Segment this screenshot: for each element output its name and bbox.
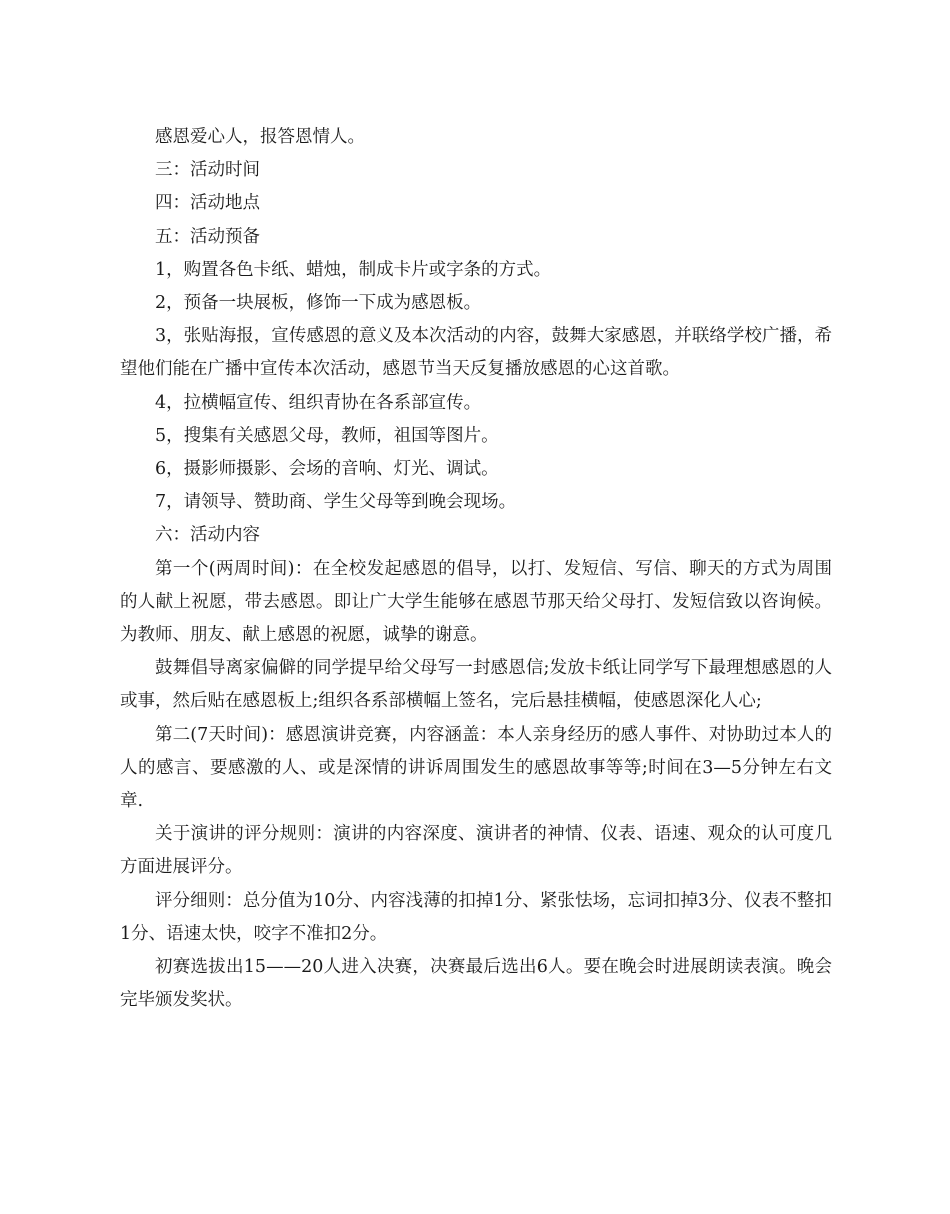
paragraph-17: 评分细则：总分值为10分、内容浅薄的扣掉1分、紧张怯场，忘词扣掉3分、仪表不整扣1分、语速太快，咬字不准扣2分。 <box>120 890 832 944</box>
paragraph-5: 1，购置各色卡纸、蜡烛，制成卡片或字条的方式。 <box>155 259 552 280</box>
paragraph-11: 7，请领导、赞助商、学生父母等到晚会现场。 <box>155 492 517 513</box>
paragraph-6: 2，预备一块展板，修饰一下成为感恩板。 <box>155 293 482 314</box>
paragraph-2: 三：活动时间 <box>155 160 260 181</box>
paragraph-10: 6，摄影师摄影、会场的音响、灯光、调试。 <box>155 459 499 480</box>
paragraph-9: 5，搜集有关感恩父母，教师，祖国等图片。 <box>155 425 499 446</box>
paragraph-15: 第二(7天时间)：感恩演讲竞赛，内容涵盖：本人亲身经历的感人事件、对协助过本人的人的感言、要感激的人、或是深情的讲诉周围发生的感恩故事等等;时间在3—5分钟左右文章. <box>120 724 832 812</box>
paragraph-1: 感恩爱心人，报答恩情人。 <box>155 127 365 147</box>
paragraph-3: 四：活动地点 <box>155 193 260 214</box>
paragraph-8: 4，拉横幅宣传、组织青协在各系部宣传。 <box>155 392 482 413</box>
paragraph-4: 五：活动预备 <box>155 226 260 247</box>
paragraph-7: 3，张贴海报，宣传感恩的意义及本次活动的内容，鼓舞大家感恩，并联络学校广播，希望他们能在广播中宣传本次活动，感恩节当天反复播放感恩的心这首歌。 <box>120 326 832 380</box>
paragraph-18: 初赛选拔出15——20人进入决赛，决赛最后选出6人。要在晚会时进展朗读表演。晚会完毕颁发奖状。 <box>120 957 832 1011</box>
document-body <box>120 121 832 1017</box>
paragraph-12: 六：活动内容 <box>155 525 260 546</box>
paragraph-13: 第一个(两周时间)：在全校发起感恩的倡导，以打、发短信、写信、聊天的方式为周围的人献上祝愿，带去感恩。即让广大学生能够在感恩节那天给父母打、发短信致以咨询候。为教师、朋友、献上感恩的祝愿，诚挚的谢意。 <box>120 558 832 646</box>
paragraph-16: 关于演讲的评分规则：演讲的内容深度、演讲者的神情、仪表、语速、观众的认可度几方面进展评分。 <box>120 824 832 878</box>
paragraph-14: 鼓舞倡导离家偏僻的同学提早给父母写一封感恩信;发放卡纸让同学写下最理想感恩的人或事，然后贴在感恩板上;组织各系部横幅上签名，完后悬挂横幅，使感恩深化人心; <box>120 658 832 712</box>
